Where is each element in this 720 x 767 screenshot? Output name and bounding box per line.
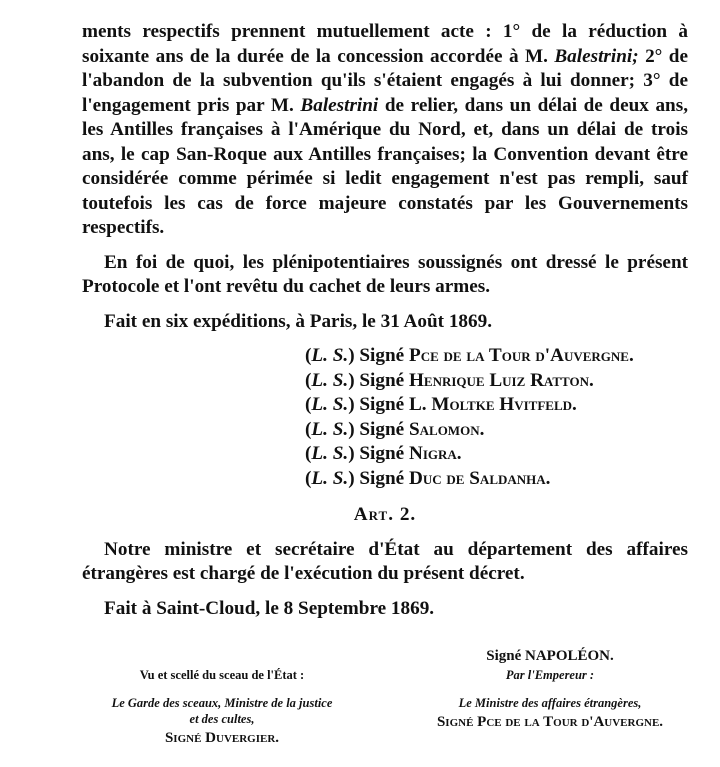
signe-word: Signé [359, 467, 405, 489]
seal-label: L. S. [311, 345, 349, 366]
signature-line: (L. S.) Signé L. Moltke Hvitfeld. [305, 394, 577, 415]
foreign-minister-title: Le Ministre des affaires étrangères, [458, 696, 642, 710]
para1-text-3: de relier, dans un délai de deux ans, les Antilles françaises à l'Amérique du Nord, et, dans un délai de trois ans, le cap San-Roque aux Antilles françaises; la Convention devant être considérée comme périmée si ledit engagement n'est pas rempli, sauf toutefois les cas de force majeure constatés par les Gouvernements respectifs. [82, 94, 688, 238]
signatory-name: Salomon. [408, 418, 485, 440]
protocol-paragraph-1 [82, 20, 688, 241]
signatory-napoleon: Signé NAPOLÉON. [486, 648, 614, 664]
minister-title: Le Garde des sceaux, Ministre de la justice [111, 696, 333, 710]
signature-line: (L. S.) Signé Pce de la Tour d'Auvergne. [305, 345, 634, 366]
seal-label: L. S. [311, 418, 349, 440]
signe-word: Signé [359, 394, 405, 415]
signe-word: Signé [359, 369, 405, 391]
signatory-tour-auvergne: Signé Pce de la Tour d'Auvergne. [436, 714, 664, 730]
protocol-date-line: Fait en six expéditions, à Paris, le 31 Août 1869. [104, 310, 493, 332]
footer-left-block [82, 667, 362, 749]
signatory-name: Duc de Saldanha. [408, 467, 551, 489]
signe-word: Signé [359, 418, 405, 440]
seal-statement: Vu et scellé du sceau de l'État : [139, 668, 305, 682]
para1-text-1: ments respectifs prennent mutuellement acte : 1° de la réduction à soixante ans de la durée de la concession accordée à M. [82, 21, 688, 67]
signatory-duvergier: Signé Duvergier. [164, 730, 280, 746]
signe-word: Signé [359, 345, 405, 366]
seal-label: L. S. [311, 394, 349, 415]
article-heading: Art. 2. [353, 504, 417, 525]
article-paragraph: Notre ministre et secrétaire d'État au département des affaires étrangères est chargé de l'exécution du présent décret. [82, 538, 688, 584]
signature-line: (L. S.) Signé Nigra. [305, 443, 462, 464]
signe-word: Signé [359, 443, 405, 464]
signature-block [305, 344, 688, 491]
para1-name-1: Balestrini; [554, 45, 639, 67]
seal-label: L. S. [311, 443, 349, 464]
protocol-paragraph-2: En foi de quoi, les plénipotentiaires soussignés ont dressé le présent Protocole et l'ont revêtu du cachet de leurs armes. [82, 251, 688, 297]
minister-title-cont: et des cultes, [189, 712, 255, 726]
para1-text-2: 2° de l'abandon de la subvention qu'ils s'étaient engagés à lui donner; 3° de l'engagement pris par M. [82, 45, 688, 116]
spacer [82, 683, 362, 695]
seal-label: L. S. [311, 369, 349, 391]
seal-label: L. S. [311, 467, 349, 489]
signatory-name: Nigra. [408, 443, 462, 464]
signature-line: (L. S.) Signé Salomon. [305, 418, 485, 440]
signatory-name: Henrique Luiz Ratton. [408, 369, 594, 391]
by-emperor: Par l'Empereur : [505, 668, 595, 682]
para1-name-2: Balestrini [300, 94, 379, 116]
footer-right-block [400, 645, 700, 733]
signature-line: (L. S.) Signé Henrique Luiz Ratton. [305, 369, 594, 391]
footer-signatures [82, 627, 688, 767]
spacer [400, 683, 700, 695]
signatory-name: L. Moltke Hvitfeld. [408, 394, 577, 415]
decree-date-line: Fait à Saint-Cloud, le 8 Septembre 1869. [104, 597, 435, 619]
document-page [82, 20, 688, 767]
signature-line: (L. S.) Signé Duc de Saldanha. [305, 467, 551, 489]
signatory-name: Pce de la Tour d'Auvergne. [408, 345, 634, 366]
